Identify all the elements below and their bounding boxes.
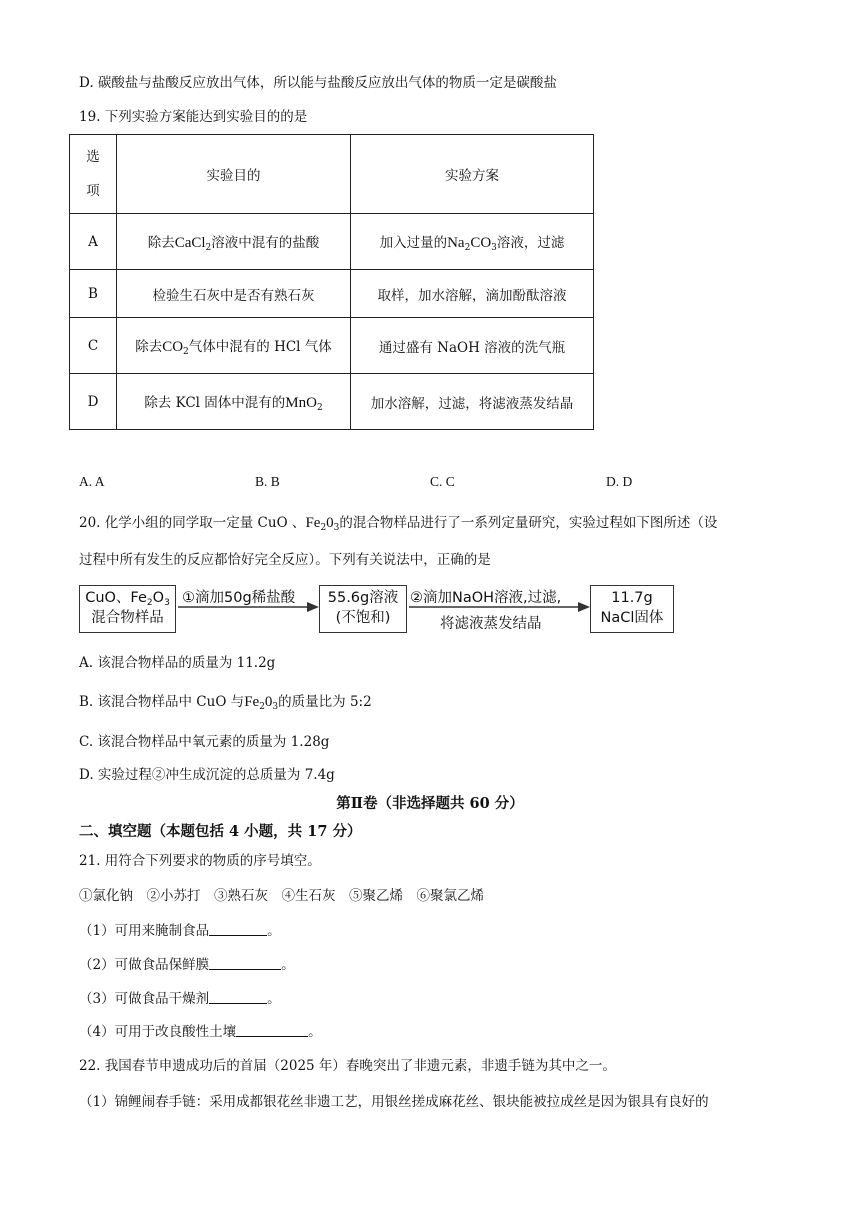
table-header-row xyxy=(70,135,594,214)
q20-stem-line2: 过程中所有发生的反应都恰好完全反应）。下列有关说法中，正确的是 xyxy=(79,552,491,568)
q21-stem: 21. 用符合下列要求的物质的序号填空。 xyxy=(79,853,321,869)
q20-option-a: A. 该混合物样品的质量为 11.2g xyxy=(79,655,276,671)
q22-stem: 22. 我国春节申遗成功后的首届（2025 年）春晚突出了非遗元素，非遗手链为其中之一。 xyxy=(79,1058,616,1074)
row-purpose: 除去 KCl 固体中混有的MnO$_2$ xyxy=(117,374,351,430)
row-purpose: 除去$CO_2$气体中混有的 HCl 气体 xyxy=(117,318,351,374)
q19-stem: 19. 下列实验方案能达到实验目的的是 xyxy=(79,109,308,125)
table-row xyxy=(70,214,594,270)
q19-choice-c: C. C xyxy=(430,474,455,489)
q20-stem-line1: 20. 化学小组的同学取一定量 CuO 、$Fe_20_3$的混合物样品进行了一系列定量研究，实验过程如下图所述（设 xyxy=(79,515,718,533)
experiment-table xyxy=(69,134,594,430)
row-option: C xyxy=(70,318,117,374)
q20-option-d: D. 实验过程②冲生成沉淀的总质量为 7.4g xyxy=(79,767,335,783)
row-scheme: 加入过量的$Na_2CO_3$溶液，过滤 xyxy=(351,214,594,270)
row-option: A xyxy=(70,214,117,270)
flow-step2-label-line2: 将滤液蒸发结晶 xyxy=(440,616,542,632)
row-scheme: 加水溶解，过滤，将滤液蒸发结晶 xyxy=(351,374,594,430)
row-purpose: 检验生石灰中是否有熟石灰 xyxy=(117,270,351,318)
header-option: 选 项 xyxy=(70,135,117,214)
q21-sub4: （4）可用于改良酸性土壤 。 xyxy=(79,1024,322,1040)
q21-sub3: （3）可做食品干燥剂 。 xyxy=(79,991,281,1007)
row-purpose: 除去CaCl$_2$溶液中混有的盐酸 xyxy=(117,214,351,270)
row-option: B xyxy=(70,270,117,318)
q21-items: ①氯化钠 ②小苏打 ③熟石灰 ④生石灰 ⑤聚乙烯 ⑥聚氯乙烯 xyxy=(79,888,484,904)
table-row xyxy=(70,270,594,318)
q19-choice-a: A. A xyxy=(79,474,105,489)
answer-blank[interactable] xyxy=(209,956,281,970)
q19-choice-b: B. B xyxy=(255,474,280,489)
q22-sub1: （1）锦鲤闹春手链：采用成都银花丝非遗工艺，用银丝搓成麻花丝、银块能被拉成丝是因为银具有良好的 xyxy=(79,1094,709,1110)
part2-title: 第Ⅱ卷（非选择题共 60 分） xyxy=(336,795,524,812)
q19-choice-d: D. D xyxy=(606,474,633,489)
table-row xyxy=(70,374,594,430)
flow-box-mixture: CuO、$Fe_2O_3$ 混合物样品 xyxy=(79,585,176,633)
flow-arrow-1 xyxy=(176,600,319,614)
answer-blank[interactable] xyxy=(236,1023,308,1037)
flow-step2-label-line1: ②滴加NaOH溶液,过滤, xyxy=(410,590,562,606)
flow-step1-label: ①滴加50g稀盐酸 xyxy=(182,590,296,606)
header-purpose: 实验目的 xyxy=(117,135,351,214)
q21-sub1: （1）可用来腌制食品 。 xyxy=(79,923,281,939)
q20-option-b: B. 该混合物样品中 CuO 与$Fe_20_3$的质量比为 5:2 xyxy=(79,694,372,712)
flow-box-nacl: 11.7g NaCl固体 xyxy=(590,585,674,633)
answer-blank[interactable] xyxy=(209,990,267,1004)
row-scheme: 取样，加水溶解，滴加酚酞溶液 xyxy=(351,270,594,318)
header-scheme: 实验方案 xyxy=(351,135,594,214)
row-scheme: 通过盛有 NaOH 溶液的洗气瓶 xyxy=(351,318,594,374)
answer-blank[interactable] xyxy=(209,922,267,936)
row-option: D xyxy=(70,374,117,430)
q20-option-c: C. 该混合物样品中氧元素的质量为 1.28g xyxy=(79,734,330,750)
table-row xyxy=(70,318,594,374)
q21-sub2: （2）可做食品保鲜膜 。 xyxy=(79,957,295,973)
flow-box-solution: 55.6g溶液 (不饱和) xyxy=(319,585,407,633)
q18-option-d: D. 碳酸盐与盐酸反应放出气体，所以能与盐酸反应放出气体的物质一定是碳酸盐 xyxy=(79,75,557,91)
section2-title: 二、填空题（本题包括 4 小题，共 17 分） xyxy=(79,823,362,840)
